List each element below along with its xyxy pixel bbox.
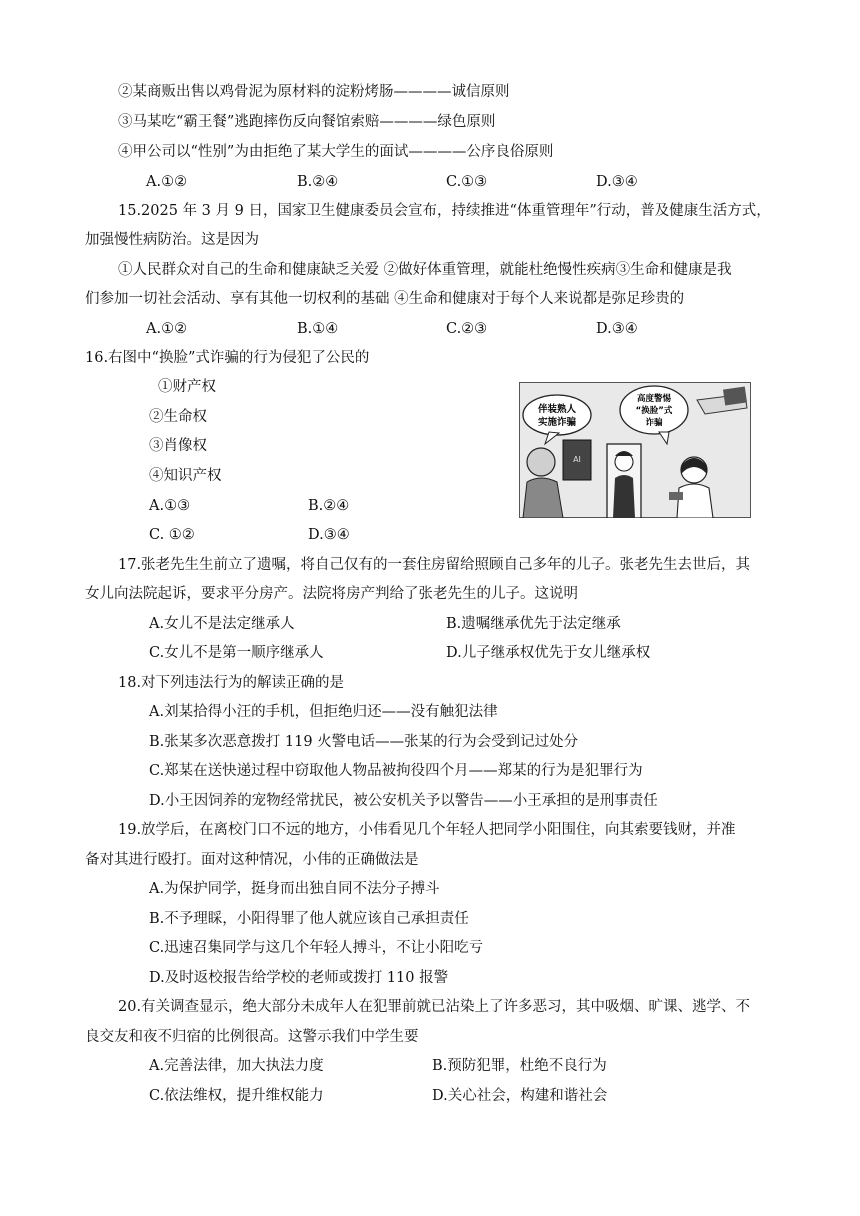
impostor-figure xyxy=(613,451,635,518)
q18-stem: 18.对下列违法行为的解读正确的是 xyxy=(118,675,345,691)
q17-option-d: D.儿子继承权优先于女儿继承权 xyxy=(446,645,651,661)
q19-stem-line1: 19.放学后，在离校门口不远的地方，小伟看见几个年轻人把同学小阳围住，向其索要钱财，并准 xyxy=(118,822,736,838)
q14-option-a: A.①② xyxy=(146,174,188,190)
bubble-right-line2: “换脸”式 xyxy=(635,406,673,416)
q16-option-d: D.③④ xyxy=(308,527,350,543)
q18-option-c: C.郑某在送快递过程中窃取他人物品被拘役四个月——郑某的行为是犯罪行为 xyxy=(149,763,643,779)
q17-stem-line1: 17.张老先生生前立了遗嘱，将自己仅有的一套住房留给照顾自己多年的儿子。张老先生去世后，其 xyxy=(118,557,751,573)
q19-option-b: B.不予理睬，小阳得罪了他人就应该自己承担责任 xyxy=(149,911,469,927)
q16-item-2: ②生命权 xyxy=(149,409,207,425)
q15-option-b: B.①④ xyxy=(297,321,339,337)
q17-option-b: B.遗嘱继承优先于法定继承 xyxy=(446,616,621,632)
bubble-right-line1: 高度警惕 xyxy=(636,394,672,404)
q14-option-c: C.①③ xyxy=(446,174,488,190)
q15-option-d: D.③④ xyxy=(596,321,638,337)
q19-option-a: A.为保护同学，挺身而出独自同不法分子搏斗 xyxy=(149,881,440,897)
q14-item-3: ③马某吃“霸王餐”逃跑摔伤反向餐馆索赔————绿色原则 xyxy=(118,114,496,130)
q15-items-line2: 们参加一切社会活动、享有其他一切权利的基础 ④生命和健康对于每个人来说都是弥足珍贵的 xyxy=(85,291,685,307)
q15-items-line1: ①人民群众对自己的生命和健康缺乏关爱 ②做好体重管理，就能杜绝慢性疾病③生命和健康是我 xyxy=(118,262,732,278)
q18-option-b: B.张某多次恶意拨打 119 火警电话——张某的行为会受到记过处分 xyxy=(149,734,579,750)
q14-item-2: ②某商贩出售以鸡骨泥为原材料的淀粉烤肠————诚信原则 xyxy=(118,84,510,100)
q16-item-3: ③肖像权 xyxy=(149,438,207,454)
q17-option-a: A.女儿不是法定继承人 xyxy=(149,616,295,632)
q14-option-b: B.②④ xyxy=(297,174,339,190)
bubble-left-line2: 实施诈骗 xyxy=(537,417,577,428)
q15-stem-line1: 15.2025 年 3 月 9 日，国家卫生健康委员会宣布，持续推进“体重管理年”行动，普及健康生活方式， xyxy=(118,203,771,219)
q20-option-d: D.关心社会，构建和谐社会 xyxy=(432,1088,608,1104)
q16-item-4: ④知识产权 xyxy=(149,468,222,484)
q16-item-1: ①财产权 xyxy=(158,379,216,395)
q19-option-c: C.迅速召集同学与这几个年轻人搏斗，不让小阳吃亏 xyxy=(149,940,484,956)
q19-stem-line2: 备对其进行殴打。面对这种情况，小伟的正确做法是 xyxy=(85,852,419,868)
q19-option-d: D.及时返校报告给学校的老师或拨打 110 报警 xyxy=(149,970,449,986)
q16-option-a: A.①③ xyxy=(149,498,191,514)
q20-option-c: C.依法维权，提升维权能力 xyxy=(149,1088,324,1104)
q18-option-d: D.小王因饲养的宠物经常扰民，被公安机关予以警告——小王承担的是刑事责任 xyxy=(149,793,658,809)
q15-stem-line2: 加强慢性病防治。这是因为 xyxy=(85,232,259,248)
phone-icon xyxy=(563,440,591,480)
q20-stem-line2: 良交友和夜不归宿的比例很高。这警示我们中学生要 xyxy=(85,1029,419,1045)
q15-option-c: C.②③ xyxy=(446,321,488,337)
q16-option-b: B.②④ xyxy=(308,498,350,514)
q16-option-c: C. ①② xyxy=(149,527,195,543)
q20-option-b: B.预防犯罪，杜绝不良行为 xyxy=(432,1058,607,1074)
q17-stem-line2: 女儿向法院起诉，要求平分房产。法院将房产判给了张老先生的儿子。这说明 xyxy=(85,586,578,602)
q17-option-c: C.女儿不是第一顺序继承人 xyxy=(149,645,324,661)
face-swap-fraud-cartoon xyxy=(519,382,751,518)
bubble-right-line3: 诈骗 xyxy=(645,418,663,428)
phone-label: AI xyxy=(573,455,581,464)
q18-option-a: A.刘某拾得小汪的手机，但拒绝归还——没有触犯法律 xyxy=(149,704,498,720)
bubble-left-line1: 伴装熟人 xyxy=(537,404,577,415)
q14-option-d: D.③④ xyxy=(596,174,638,190)
q20-option-a: A.完善法律，加大执法力度 xyxy=(149,1058,324,1074)
q20-stem-line1: 20.有关调查显示，绝大部分未成年人在犯罪前就已沾染上了许多恶习，其中吸烟、旷课、逃学、不 xyxy=(118,999,751,1015)
q14-item-4: ④甲公司以“性别”为由拒绝了某大学生的面试————公序良俗原则 xyxy=(118,144,554,160)
q15-option-a: A.①② xyxy=(146,321,188,337)
q16-stem: 16.右图中“换脸”式诈骗的行为侵犯了公民的 xyxy=(85,350,370,366)
